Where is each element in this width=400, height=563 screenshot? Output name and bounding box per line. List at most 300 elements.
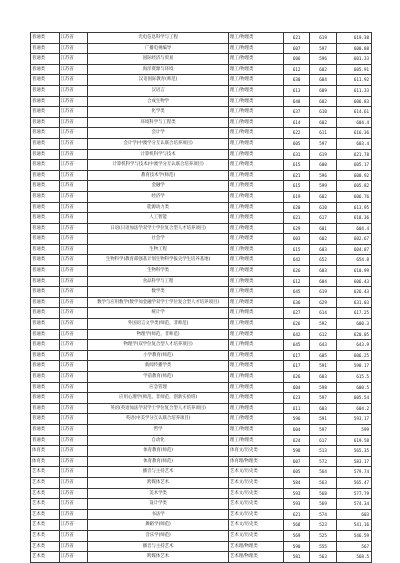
cell-max-score: 648 <box>283 96 309 107</box>
cell-subject-type: 理工/物理类 <box>228 223 283 234</box>
cell-min-score: 523 <box>310 520 336 531</box>
cell-category: 普通类 <box>31 255 60 266</box>
cell-max-score: 584 <box>283 477 309 488</box>
cell-max-score: 605 <box>283 467 309 478</box>
cell-min-score: 604 <box>310 276 336 287</box>
cell-max-score: 642 <box>283 329 309 340</box>
cell-province: 江苏省 <box>59 552 88 563</box>
cell-province: 江苏省 <box>59 33 88 44</box>
cell-major: 光电信息科学与工程 <box>88 33 229 44</box>
cell-major: 数学类 <box>88 287 229 298</box>
cell-province: 江苏省 <box>59 372 88 383</box>
cell-min-score: 629 <box>310 297 336 308</box>
cell-major: 自动化 <box>88 435 229 446</box>
cell-category: 艺术类 <box>31 541 60 552</box>
cell-min-score: 564 <box>310 467 336 478</box>
cell-category: 普通类 <box>31 138 60 149</box>
cell-subject-type: 艺术文/历史类 <box>228 488 283 499</box>
cell-category: 普通类 <box>31 340 60 351</box>
cell-subject-type: 理工/物理类 <box>228 329 283 340</box>
cell-avg-score: 546.59 <box>336 530 371 541</box>
cell-major: 生物科学类 <box>88 266 229 277</box>
cell-category: 普通类 <box>31 85 60 96</box>
cell-category: 普通类 <box>31 43 60 54</box>
table-row <box>31 329 372 340</box>
cell-min-score: 563 <box>310 552 336 563</box>
cell-major: 合成生物学 <box>88 96 229 107</box>
cell-avg-score: 620.05 <box>336 329 371 340</box>
cell-avg-score: 604.4 <box>336 223 371 234</box>
cell-category: 艺术类 <box>31 530 60 541</box>
table-row <box>31 446 372 457</box>
cell-subject-type: 艺术理/物理类 <box>228 541 283 552</box>
cell-category: 普通类 <box>31 191 60 202</box>
cell-major: 美术学类 <box>88 488 229 499</box>
cell-major: 体育教育(师范) <box>88 456 229 467</box>
table-row <box>31 308 372 319</box>
cell-province: 江苏省 <box>59 467 88 478</box>
cell-min-score: 617 <box>310 213 336 224</box>
cell-avg-score: 618.36 <box>336 213 371 224</box>
cell-province: 江苏省 <box>59 435 88 446</box>
cell-avg-score: 574.34 <box>336 499 371 510</box>
cell-subject-type: 理工/物理类 <box>228 234 283 245</box>
table-row <box>31 287 372 298</box>
cell-subject-type: 理工/物理类 <box>228 75 283 86</box>
table-row <box>31 202 372 213</box>
cell-avg-score: 605.17 <box>336 160 371 171</box>
cell-avg-score: 616.36 <box>336 128 371 139</box>
cell-category: 普通类 <box>31 160 60 171</box>
cell-major: 人工智能 <box>88 213 229 224</box>
cell-subject-type: 艺术文/历史类 <box>228 520 283 531</box>
cell-max-score: 598 <box>283 446 309 457</box>
cell-province: 江苏省 <box>59 244 88 255</box>
cell-province: 江苏省 <box>59 329 88 340</box>
table-row <box>31 509 372 520</box>
cell-min-score: 569 <box>310 499 336 510</box>
cell-max-score: 645 <box>283 340 309 351</box>
cell-max-score: 612 <box>283 64 309 75</box>
cell-category: 普通类 <box>31 287 60 298</box>
cell-max-score: 623 <box>283 393 309 404</box>
cell-category: 艺术类 <box>31 509 60 520</box>
cell-avg-score: 626.43 <box>336 287 371 298</box>
cell-min-score: 599 <box>310 181 336 192</box>
cell-min-score: 596 <box>310 170 336 181</box>
cell-category: 普通类 <box>31 33 60 44</box>
cell-subject-type: 理工/物理类 <box>228 393 283 404</box>
cell-category: 普通类 <box>31 107 60 118</box>
cell-subject-type: 理工/物理类 <box>228 276 283 287</box>
cell-avg-score: 606.43 <box>336 276 371 287</box>
cell-major: 社会学 <box>88 234 229 245</box>
cell-avg-score: 610.99 <box>336 266 371 277</box>
cell-min-score: 598 <box>310 382 336 393</box>
cell-max-score: 593 <box>283 488 309 499</box>
cell-major: 播音与主持艺术 <box>88 467 229 478</box>
cell-min-score: 619 <box>310 287 336 298</box>
cell-avg-score: 605.54 <box>336 393 371 404</box>
cell-province: 江苏省 <box>59 350 88 361</box>
cell-max-score: 614 <box>283 117 309 128</box>
table-row <box>31 117 372 128</box>
cell-major: 设计学类 <box>88 499 229 510</box>
cell-min-score: 596 <box>310 54 336 65</box>
cell-major: 应急管理 <box>88 382 229 393</box>
cell-category: 艺术类 <box>31 520 60 531</box>
cell-avg-score: 605.91 <box>336 64 371 75</box>
cell-min-score: 603 <box>310 266 336 277</box>
cell-province: 江苏省 <box>59 297 88 308</box>
cell-major: 计算机科学与技术(中澳学分互认联合培养项目) <box>88 160 229 171</box>
table-row <box>31 372 372 383</box>
cell-category: 普通类 <box>31 319 60 330</box>
table-row <box>31 541 372 552</box>
cell-major: 海洋资源与环境 <box>88 64 229 75</box>
cell-max-score: 617 <box>283 361 309 372</box>
cell-min-score: 602 <box>310 96 336 107</box>
table-row <box>31 297 372 308</box>
cell-province: 江苏省 <box>59 340 88 351</box>
cell-max-score: 620 <box>283 202 309 213</box>
table-row <box>31 319 372 330</box>
cell-max-score: 645 <box>283 287 309 298</box>
cell-province: 江苏省 <box>59 520 88 531</box>
cell-category: 普通类 <box>31 329 60 340</box>
cell-major: 国际经济与贸易 <box>88 54 229 65</box>
cell-max-score: 593 <box>283 499 309 510</box>
cell-avg-score: 565.47 <box>336 477 371 488</box>
cell-min-score: 603 <box>310 403 336 414</box>
cell-category: 普通类 <box>31 350 60 361</box>
cell-subject-type: 理工/物理类 <box>228 255 283 266</box>
cell-max-score: 568 <box>283 520 309 531</box>
cell-subject-type: 理工/物理类 <box>228 170 283 181</box>
cell-province: 江苏省 <box>59 382 88 393</box>
cell-min-score: 617 <box>310 435 336 446</box>
cell-province: 江苏省 <box>59 287 88 298</box>
cell-subject-type: 理工/物理类 <box>228 128 283 139</box>
table-row <box>31 138 372 149</box>
cell-category: 艺术类 <box>31 467 60 478</box>
cell-max-score: 615 <box>283 181 309 192</box>
cell-subject-type: 理工/物理类 <box>228 435 283 446</box>
table-row <box>31 107 372 118</box>
cell-major: 日语(日语加法学双学士学位复合型人才培养项目) <box>88 223 229 234</box>
cell-subject-type: 理工/物理类 <box>228 202 283 213</box>
cell-max-score: 617 <box>283 350 309 361</box>
cell-subject-type: 艺术文/历史类 <box>228 499 283 510</box>
cell-subject-type: 艺术文/历史类 <box>228 477 283 488</box>
cell-province: 江苏省 <box>59 266 88 277</box>
cell-province: 江苏省 <box>59 96 88 107</box>
cell-province: 江苏省 <box>59 170 88 181</box>
cell-subject-type: 理工/物理类 <box>228 266 283 277</box>
cell-subject-type: 理工/物理类 <box>228 308 283 319</box>
table-row <box>31 96 372 107</box>
cell-province: 江苏省 <box>59 54 88 65</box>
table-row <box>31 456 372 467</box>
cell-province: 江苏省 <box>59 181 88 192</box>
cell-min-score: 591 <box>310 414 336 425</box>
cell-avg-score: 577.79 <box>336 488 371 499</box>
cell-min-score: 610 <box>310 202 336 213</box>
cell-category: 普通类 <box>31 234 60 245</box>
cell-category: 普通类 <box>31 361 60 372</box>
table-row <box>31 244 372 255</box>
table-row <box>31 414 372 425</box>
table-row <box>31 43 372 54</box>
cell-province: 江苏省 <box>59 488 88 499</box>
cell-subject-type: 体育文/历史类 <box>228 446 283 457</box>
table-row <box>31 340 372 351</box>
cell-max-score: 629 <box>283 223 309 234</box>
cell-province: 江苏省 <box>59 117 88 128</box>
table-row <box>31 255 372 266</box>
cell-max-score: 612 <box>283 276 309 287</box>
cell-max-score: 624 <box>283 435 309 446</box>
cell-max-score: 621 <box>283 509 309 520</box>
cell-major: 食品科学与工程 <box>88 276 229 287</box>
cell-max-score: 603 <box>283 234 309 245</box>
cell-max-score: 590 <box>283 541 309 552</box>
cell-subject-type: 理工/物理类 <box>228 160 283 171</box>
cell-province: 江苏省 <box>59 64 88 75</box>
cell-avg-score: 600.88 <box>336 43 371 54</box>
cell-subject-type: 理工/物理类 <box>228 424 283 435</box>
cell-avg-score: 600.5 <box>336 382 371 393</box>
cell-category: 体育类 <box>31 456 60 467</box>
table-row <box>31 160 372 171</box>
cell-avg-score: 619.38 <box>336 33 371 44</box>
cell-major: 汉语国际教育(师范) <box>88 75 229 86</box>
table-row <box>31 382 372 393</box>
cell-max-score: 607 <box>283 43 309 54</box>
cell-category: 普通类 <box>31 75 60 86</box>
cell-major: 音乐学(师范) <box>88 530 229 541</box>
cell-max-score: 626 <box>283 266 309 277</box>
cell-min-score: 600 <box>310 160 336 171</box>
table-row <box>31 64 372 75</box>
cell-subject-type: 理工/物理类 <box>228 372 283 383</box>
cell-category: 普通类 <box>31 382 60 393</box>
cell-min-score: 563 <box>310 477 336 488</box>
cell-category: 普通类 <box>31 435 60 446</box>
cell-max-score: 637 <box>283 107 309 118</box>
cell-max-score: 615 <box>283 160 309 171</box>
cell-subject-type: 理工/物理类 <box>228 43 283 54</box>
cell-subject-type: 理工/物理类 <box>228 350 283 361</box>
cell-province: 江苏省 <box>59 499 88 510</box>
cell-province: 江苏省 <box>59 202 88 213</box>
cell-province: 江苏省 <box>59 541 88 552</box>
table-body <box>31 33 372 563</box>
cell-max-score: 626 <box>283 319 309 330</box>
table-row <box>31 424 372 435</box>
cell-category: 普通类 <box>31 149 60 160</box>
table-row <box>31 499 372 510</box>
cell-min-score: 602 <box>310 64 336 75</box>
cell-category: 普通类 <box>31 128 60 139</box>
cell-max-score: 621 <box>283 33 309 44</box>
cell-major: 生物科学(教育部强基计划生物科学拔尖学生培养基地) <box>88 255 229 266</box>
cell-min-score: 643 <box>310 340 336 351</box>
cell-province: 江苏省 <box>59 477 88 488</box>
cell-min-score: 614 <box>310 308 336 319</box>
cell-category: 普通类 <box>31 244 60 255</box>
cell-subject-type: 理工/物理类 <box>228 340 283 351</box>
cell-province: 江苏省 <box>59 128 88 139</box>
cell-min-score: 597 <box>310 43 336 54</box>
cell-category: 普通类 <box>31 393 60 404</box>
cell-category: 艺术类 <box>31 552 60 563</box>
cell-major: 环境科学与工程类 <box>88 117 229 128</box>
cell-province: 江苏省 <box>59 319 88 330</box>
cell-max-score: 631 <box>283 149 309 160</box>
cell-max-score: 613 <box>283 85 309 96</box>
table-row <box>31 488 372 499</box>
cell-avg-score: 598.17 <box>336 361 371 372</box>
cell-min-score: 605 <box>310 350 336 361</box>
cell-min-score: 555 <box>310 541 336 552</box>
table-row <box>31 467 372 478</box>
cell-subject-type: 理工/物理类 <box>228 117 283 128</box>
table-row <box>31 128 372 139</box>
cell-max-score: 606 <box>283 54 309 65</box>
cell-min-score: 602 <box>310 117 336 128</box>
cell-subject-type: 理工/物理类 <box>228 96 283 107</box>
cell-avg-score: 602.67 <box>336 234 371 245</box>
cell-subject-type: 理工/物理类 <box>228 64 283 75</box>
cell-avg-score: 621.78 <box>336 149 371 160</box>
cell-max-score: 607 <box>283 456 309 467</box>
cell-major: 书法学 <box>88 509 229 520</box>
cell-min-score: 525 <box>310 530 336 541</box>
cell-category: 普通类 <box>31 403 60 414</box>
cell-avg-score: 643.9 <box>336 340 371 351</box>
cell-max-score: 621 <box>283 213 309 224</box>
cell-major: 会计学 <box>88 128 229 139</box>
cell-avg-score: 600.92 <box>336 170 371 181</box>
cell-province: 江苏省 <box>59 403 88 414</box>
table-row <box>31 33 372 44</box>
cell-max-score: 569 <box>283 530 309 541</box>
cell-avg-score: 568.5 <box>336 552 371 563</box>
cell-major: 跨媒体艺术 <box>88 552 229 563</box>
cell-category: 普通类 <box>31 266 60 277</box>
cell-avg-score: 567 <box>336 541 371 552</box>
cell-major: 跨媒体艺术 <box>88 477 229 488</box>
cell-max-score: 630 <box>283 75 309 86</box>
cell-avg-score: 604.87 <box>336 244 371 255</box>
cell-province: 江苏省 <box>59 223 88 234</box>
table-row <box>31 234 372 245</box>
table-row <box>31 54 372 65</box>
cell-major: 化学类 <box>88 107 229 118</box>
cell-min-score: 602 <box>310 234 336 245</box>
table-row <box>31 266 372 277</box>
cell-avg-score: 654.8 <box>336 255 371 266</box>
cell-avg-score: 603 <box>336 509 371 520</box>
cell-avg-score: 606.76 <box>336 191 371 202</box>
cell-subject-type: 艺术文/历史类 <box>228 509 283 520</box>
cell-province: 江苏省 <box>59 191 88 202</box>
cell-major: 会计学(中澳学分互认联合培养项目) <box>88 138 229 149</box>
table-row <box>31 393 372 404</box>
cell-category: 普通类 <box>31 54 60 65</box>
table-row <box>31 530 372 541</box>
cell-major: 能源动力类 <box>88 202 229 213</box>
cell-major: 英语(中美学分互认联合培养项目) <box>88 414 229 425</box>
cell-min-score: 592 <box>310 319 336 330</box>
table-row <box>31 149 372 160</box>
cell-subject-type: 理工/物理类 <box>228 319 283 330</box>
cell-major: 物理学(双学位复合型人才培养项目) <box>88 340 229 351</box>
cell-category: 普通类 <box>31 96 60 107</box>
cell-category: 普通类 <box>31 181 60 192</box>
table-row <box>31 350 372 361</box>
cell-max-score: 622 <box>283 128 309 139</box>
cell-min-score: 612 <box>310 329 336 340</box>
cell-min-score: 591 <box>310 361 336 372</box>
table-row <box>31 520 372 531</box>
cell-avg-score: 541.16 <box>336 520 371 531</box>
cell-avg-score: 615.5 <box>336 372 371 383</box>
cell-avg-score: 579.74 <box>336 467 371 478</box>
cell-category: 普通类 <box>31 424 60 435</box>
cell-category: 艺术类 <box>31 499 60 510</box>
admission-score-table <box>30 32 372 563</box>
cell-province: 江苏省 <box>59 361 88 372</box>
cell-min-score: 574 <box>310 509 336 520</box>
cell-major: 计算机科学与技术 <box>88 149 229 160</box>
cell-category: 普通类 <box>31 64 60 75</box>
cell-min-score: 604 <box>310 75 336 86</box>
table-row <box>31 213 372 224</box>
cell-major: 物理学(师范、非师范) <box>88 329 229 340</box>
cell-province: 江苏省 <box>59 138 88 149</box>
cell-avg-score: 613.95 <box>336 202 371 213</box>
cell-max-score: 604 <box>283 382 309 393</box>
cell-max-score: 627 <box>283 308 309 319</box>
cell-category: 普通类 <box>31 308 60 319</box>
table-row <box>31 477 372 488</box>
cell-subject-type: 理工/物理类 <box>228 33 283 44</box>
cell-avg-score: 619.58 <box>336 435 371 446</box>
table-row <box>31 276 372 287</box>
cell-province: 江苏省 <box>59 43 88 54</box>
cell-province: 江苏省 <box>59 85 88 96</box>
cell-max-score: 621 <box>283 170 309 181</box>
cell-major: 教育技术学(师范) <box>88 170 229 181</box>
cell-major: 统计学 <box>88 308 229 319</box>
cell-max-score: 596 <box>283 414 309 425</box>
cell-province: 江苏省 <box>59 276 88 287</box>
cell-major: 学前教育(师范) <box>88 372 229 383</box>
cell-province: 江苏省 <box>59 424 88 435</box>
cell-avg-score: 601.33 <box>336 54 371 65</box>
cell-avg-score: 583.17 <box>336 456 371 467</box>
cell-max-score: 604 <box>283 424 309 435</box>
cell-category: 普通类 <box>31 213 60 224</box>
cell-province: 江苏省 <box>59 149 88 160</box>
cell-province: 江苏省 <box>59 530 88 541</box>
cell-min-score: 611 <box>310 128 336 139</box>
cell-subject-type: 理工/物理类 <box>228 361 283 372</box>
cell-major: 舞蹈学(师范) <box>88 520 229 531</box>
cell-min-score: 513 <box>310 446 336 457</box>
